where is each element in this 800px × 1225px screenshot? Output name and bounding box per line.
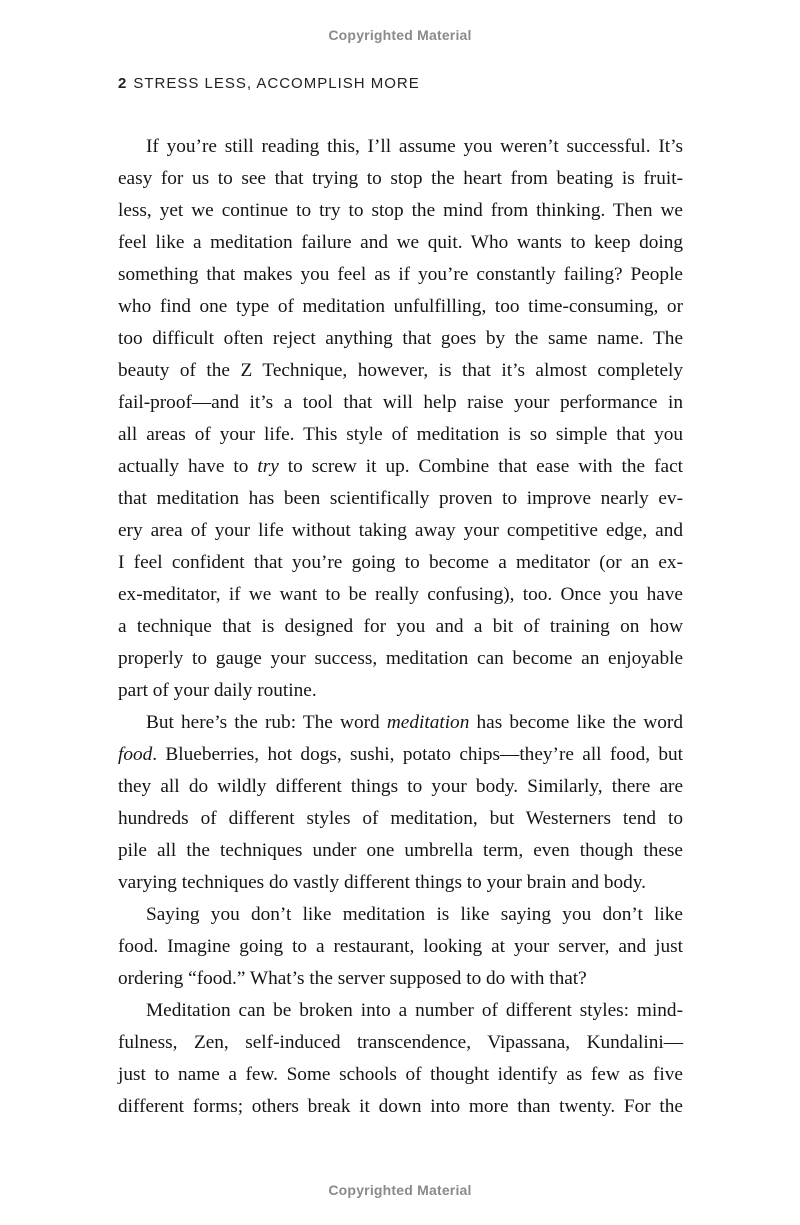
text-line — [118, 451, 683, 483]
text-line — [118, 131, 683, 163]
text-run: a technique that is designed for you and a bit of training on how — [118, 616, 683, 637]
text-run: part of your daily routine. — [118, 680, 317, 701]
text-line — [118, 931, 683, 963]
text-line — [118, 995, 683, 1027]
paragraph — [118, 995, 683, 1123]
text-run: But here’s the rub: The word — [146, 712, 387, 733]
text-run: too difficult often reject anything that goes by the same name. The — [118, 328, 683, 349]
running-head-title: STRESS LESS, ACCOMPLISH MORE — [133, 75, 420, 92]
text-line — [118, 803, 683, 835]
text-run: something that makes you feel as if you’re constantly failing? People — [118, 264, 683, 285]
text-run: actually have to — [118, 456, 258, 477]
text-line — [118, 675, 683, 707]
text-line — [118, 515, 683, 547]
text-line — [118, 739, 683, 771]
text-run: beauty of the Z Technique, however, is that it’s almost completely — [118, 360, 683, 381]
text-line — [118, 899, 683, 931]
text-run: less, yet we continue to try to stop the mind from thinking. Then we — [118, 200, 683, 221]
italic-text: try — [257, 456, 279, 477]
paragraph — [118, 899, 683, 995]
text-line — [118, 643, 683, 675]
text-run: all areas of your life. This style of meditation is so simple that you — [118, 424, 683, 445]
text-line — [118, 163, 683, 195]
text-run: they all do wildly different things to your body. Similarly, there are — [118, 776, 683, 797]
text-run: If you’re still reading this, I’ll assume you weren’t successful. It’s — [146, 136, 683, 157]
text-run: ex-meditator, if we want to be really confusing), too. Once you have — [118, 584, 683, 605]
text-line — [118, 291, 683, 323]
text-run: pile all the techniques under one umbrella term, even though these — [118, 840, 683, 861]
text-line — [118, 771, 683, 803]
text-line — [118, 579, 683, 611]
text-run: feel like a meditation failure and we quit. Who wants to keep doing — [118, 232, 683, 253]
page-number: 2 — [118, 75, 128, 92]
text-line — [118, 1027, 683, 1059]
italic-text: meditation — [386, 712, 470, 733]
text-run: ordering “food.” What’s the server supposed to do with that? — [118, 968, 587, 989]
text-run: to screw it up. Combine that ease with the fact — [278, 456, 683, 477]
text-line — [118, 835, 683, 867]
paragraph — [118, 131, 683, 707]
text-run: Saying you don’t like meditation is like saying you don’t like — [146, 904, 683, 925]
text-line — [118, 227, 683, 259]
italic-text: food — [118, 744, 153, 765]
text-run: ery area of your life without taking away your competitive edge, and — [118, 520, 683, 541]
text-run: food. Imagine going to a restaurant, looking at your server, and just — [118, 936, 683, 957]
text-line — [118, 387, 683, 419]
text-run: I feel confident that you’re going to become a meditator (or an ex- — [118, 552, 683, 573]
text-run: fail-proof—and it’s a tool that will help raise your performance in — [118, 392, 683, 413]
text-run: has become like the word — [469, 712, 683, 733]
text-run: hundreds of different styles of meditation, but Westerners tend to — [118, 808, 683, 829]
text-line — [118, 259, 683, 291]
text-line — [118, 707, 683, 739]
running-head — [118, 75, 420, 92]
copyright-watermark-bottom: Copyrighted Material — [328, 1182, 472, 1198]
text-run: different forms; others break it down into more than twenty. For the — [118, 1096, 683, 1117]
text-run: who find one type of meditation unfulfilling, too time-consuming, or — [118, 296, 683, 317]
text-line — [118, 611, 683, 643]
text-line — [118, 483, 683, 515]
text-line — [118, 355, 683, 387]
text-line — [118, 195, 683, 227]
copyright-watermark-top: Copyrighted Material — [328, 27, 472, 43]
text-run: varying techniques do vastly different things to your brain and body. — [118, 872, 646, 893]
text-line — [118, 419, 683, 451]
text-line — [118, 323, 683, 355]
text-run: that meditation has been scientifically proven to improve nearly ev- — [118, 488, 683, 509]
text-line — [118, 867, 683, 899]
text-line — [118, 963, 683, 995]
text-line — [118, 547, 683, 579]
body-text — [118, 131, 683, 1123]
text-run: Meditation can be broken into a number of different styles: mind- — [146, 1000, 683, 1021]
text-line — [118, 1059, 683, 1091]
text-run: easy for us to see that trying to stop the heart from beating is fruit- — [118, 168, 683, 189]
paragraph — [118, 707, 683, 899]
text-run: just to name a few. Some schools of thought identify as few as five — [118, 1064, 683, 1085]
text-run: properly to gauge your success, meditation can become an enjoyable — [118, 648, 683, 669]
text-run: fulness, Zen, self-induced transcendence, Vipassana, Kundalini— — [118, 1032, 683, 1053]
text-line — [118, 1091, 683, 1123]
text-run: . Blueberries, hot dogs, sushi, potato chips—they’re all food, but — [152, 744, 683, 765]
